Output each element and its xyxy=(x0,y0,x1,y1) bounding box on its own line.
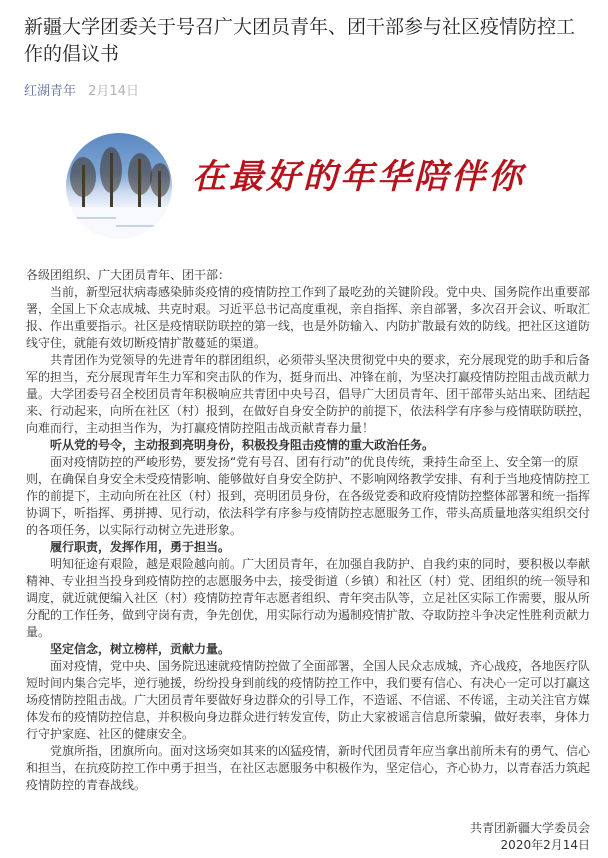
signature-block xyxy=(470,820,590,854)
paragraph-3: 面对疫情防控的严峻形势，要发扬“党有号召、团有行动”的优良传统，秉持生命至上、安全第一的原则，在确保自身安全未受疫情影响、能够做好自身安全防护、不影响网络教学安排、有利于当地疫情防控工作的前提下，主动向所在社区（村）报到，亮明团员身份，在各级党委和政府疫情防控整体部署和统一指挥协调下，听指挥、勇拼搏、见行动，依法科学有序参与疫情防控志愿服务工作，带头高质量地落实组织交付的各项任务，以实际行动树立先进形象。 xyxy=(26,455,591,537)
article-title: 新疆大学团委关于号召广大团员青年、团干部参与社区疫情防控工作的倡议书 xyxy=(24,16,576,65)
signature-org: 共青团新疆大学委员会 xyxy=(469,821,590,835)
paragraph-1: 当前，新型冠状病毒感染肺炎疫情的疫情防控工作到了最吃劲的关键阶段。党中央、国务院作出重要部署，全国上下众志成城、共克时艰。习近平总书记高度重视，亲自指挥、亲自部署，多次召开会议、听取汇报、作出重要指示。社区是疫情联防联控的第一线，也是外防输入、内防扩散最有效的防线。把社区这道防线守住，就能有效切断疫情扩散蔓延的渠道。 xyxy=(26,285,591,350)
signature-date: 2020年2月14日 xyxy=(500,838,590,852)
article-meta xyxy=(24,83,590,101)
snowy-forest-photo xyxy=(66,133,172,239)
article-body xyxy=(26,267,590,794)
section-heading-3: 坚定信念，树立榜样，贡献力量。 xyxy=(50,642,231,656)
banner-slogan: 在最好的年华陪伴你 xyxy=(192,157,525,197)
paragraph-6: 党旗所指，团旗所向。面对这场突如其来的凶猛疫情，新时代团员青年应当拿出前所未有的勇气、信心和担当，在抗疫防控工作中勇于担当，在社区志愿服务中积极作为，坚定信心，齐心协力，以青春活力筑起疫情防控的青春战线。 xyxy=(26,744,591,792)
publish-date: 2月14日 xyxy=(88,84,139,99)
paragraph-2: 共青团作为党领导的先进青年的群团组织，必须带头坚决贯彻党中央的要求，充分展现党的助手和后备军的担当，充分展现青年生力军和突击队的作为，挺身而出、冲锋在前，为坚决打赢疫情防控阻击战贡献力量。大学团委号召全校团员青年积极响应共青团中央号召，倡导广大团员青年、团干部带头站出来、团结起来、行动起来，向所在社区（村）报到，在做好自身安全防护的前提下，依法科学有序参与疫情联防联控，向难而行，主动担当作为，为打赢疫情防控阻击战贡献青春力量！ xyxy=(26,353,591,435)
paragraph-4: 明知征途有艰险，越是艰险越向前。广大团员青年，在加强自我防护、自我约束的同时，要积极以奉献精神、专业担当投身到疫情防控的志愿服务中去，接受街道（乡镇）和社区（村）党、团组织的统一领导和调度，就近就便编入社区（村）疫情防控青年志愿者组织、青年突击队等，立足社区实际工作需要，服从所分配的工作任务，做到守岗有责，争先创优，用实际行动为遏制疫情扩散、夺取防控斗争决定性胜利贡献力量。 xyxy=(26,557,591,639)
salutation: 各级团组织、广大团员青年、团干部： xyxy=(26,268,231,282)
banner-image xyxy=(0,103,608,260)
account-name-link[interactable]: 红湖青年 xyxy=(24,84,77,99)
section-heading-2: 履行职责，发挥作用，勇于担当。 xyxy=(50,540,231,554)
article-header xyxy=(24,14,590,101)
section-heading-1: 听从党的号令，主动报到亮明身份，积极投身阻击疫情的重大政治任务。 xyxy=(50,438,435,452)
paragraph-5: 面对疫情，党中央、国务院迅速就疫情防控做了全面部署，全国人民众志成城，齐心战疫，各地医疗队短时间内集合完毕，逆行驰援，纷纷投身到前线的疫情防控工作中，我们要有信心、有决心一定可以打赢这场疫情防控阻击战。广大团员青年要做好身边群众的引导工作，不造谣、不信谣、不传谣，主动关注官方媒体发布的疫情防控信息，并积极向身边群众进行转发宣传，防止大家被谣言信息所蒙骗，做好表率，身体力行守护家庭、社区的健康安全。 xyxy=(26,659,591,741)
